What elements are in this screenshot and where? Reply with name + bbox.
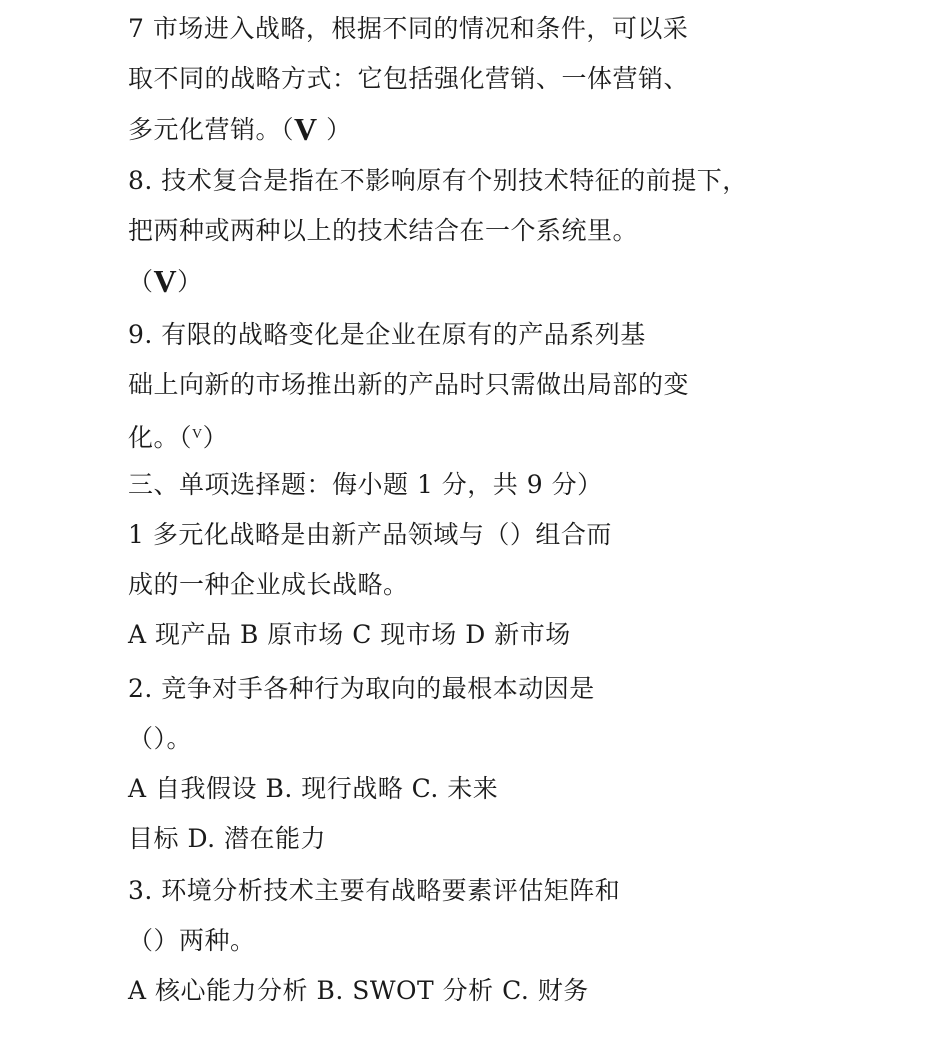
text-line-q9-a: 9. 有限的战略变化是企业在原有的产品系列基 — [128, 320, 646, 349]
q8-answer-close: ） — [177, 267, 203, 296]
q7-answer-mark: V — [294, 111, 318, 147]
text-line-q8-b: 把两种或两种以上的技术结合在一个系统里。 — [128, 216, 639, 245]
text-line-mc2-options-b: 目标 D. 潜在能力 — [128, 824, 326, 853]
text-line-mc3-b: （）两种。 — [128, 926, 256, 955]
text-line-mc2-b: （）。 — [128, 724, 193, 753]
text-line-q9-b: 础上向新的市场推出新的产品时只需做出局部的变 — [128, 370, 690, 399]
text-line-mc3-options: A 核心能力分析 B. SWOT 分析 C. 财务 — [128, 976, 589, 1005]
q9-answer-close: ） — [202, 423, 229, 452]
q9-answer-mark: V — [192, 427, 203, 442]
text-line-mc3-a: 3. 环境分析技术主要有战略要素评估矩阵和 — [128, 876, 621, 905]
text-line-mc1-options: A 现产品 B 原市场 C 现市场 D 新市场 — [128, 620, 571, 649]
text-line-mc1-a: 1 多元化战略是由新产品领域与（）组合而 — [128, 520, 612, 549]
text-line-mc2-a: 2. 竞争对手各种行为取向的最根本动因是 — [128, 674, 595, 703]
section-heading: 三、单项选择题：侮小题 1 分，共 9 分） — [128, 470, 603, 499]
text-line-q8-a: 8. 技术复合是指在不影响原有个别技术特征的前提下， — [128, 166, 748, 195]
q7-answer-text: 多元化营销。（ — [128, 115, 295, 144]
q8-answer-open: （ — [128, 267, 154, 296]
text-line-q7-c — [128, 111, 352, 147]
text-line-q7-a: 7 市场进入战略，根据不同的情况和条件，可以采 — [128, 14, 689, 43]
text-line-q8-c — [128, 263, 203, 299]
text-line-mc2-options-a: A 自我假设 B. 现行战略 C. 未来 — [128, 774, 499, 803]
q9-answer-text: 化。（ — [128, 423, 193, 452]
q7-answer-close: ） — [317, 115, 352, 144]
text-line-q9-c — [128, 420, 228, 453]
text-line-q7-b: 取不同的战略方式：它包括强化营销、一体营销、 — [128, 64, 690, 93]
q8-answer-mark: V — [153, 263, 178, 299]
text-line-mc1-b: 成的一种企业成长战略。 — [128, 570, 409, 599]
